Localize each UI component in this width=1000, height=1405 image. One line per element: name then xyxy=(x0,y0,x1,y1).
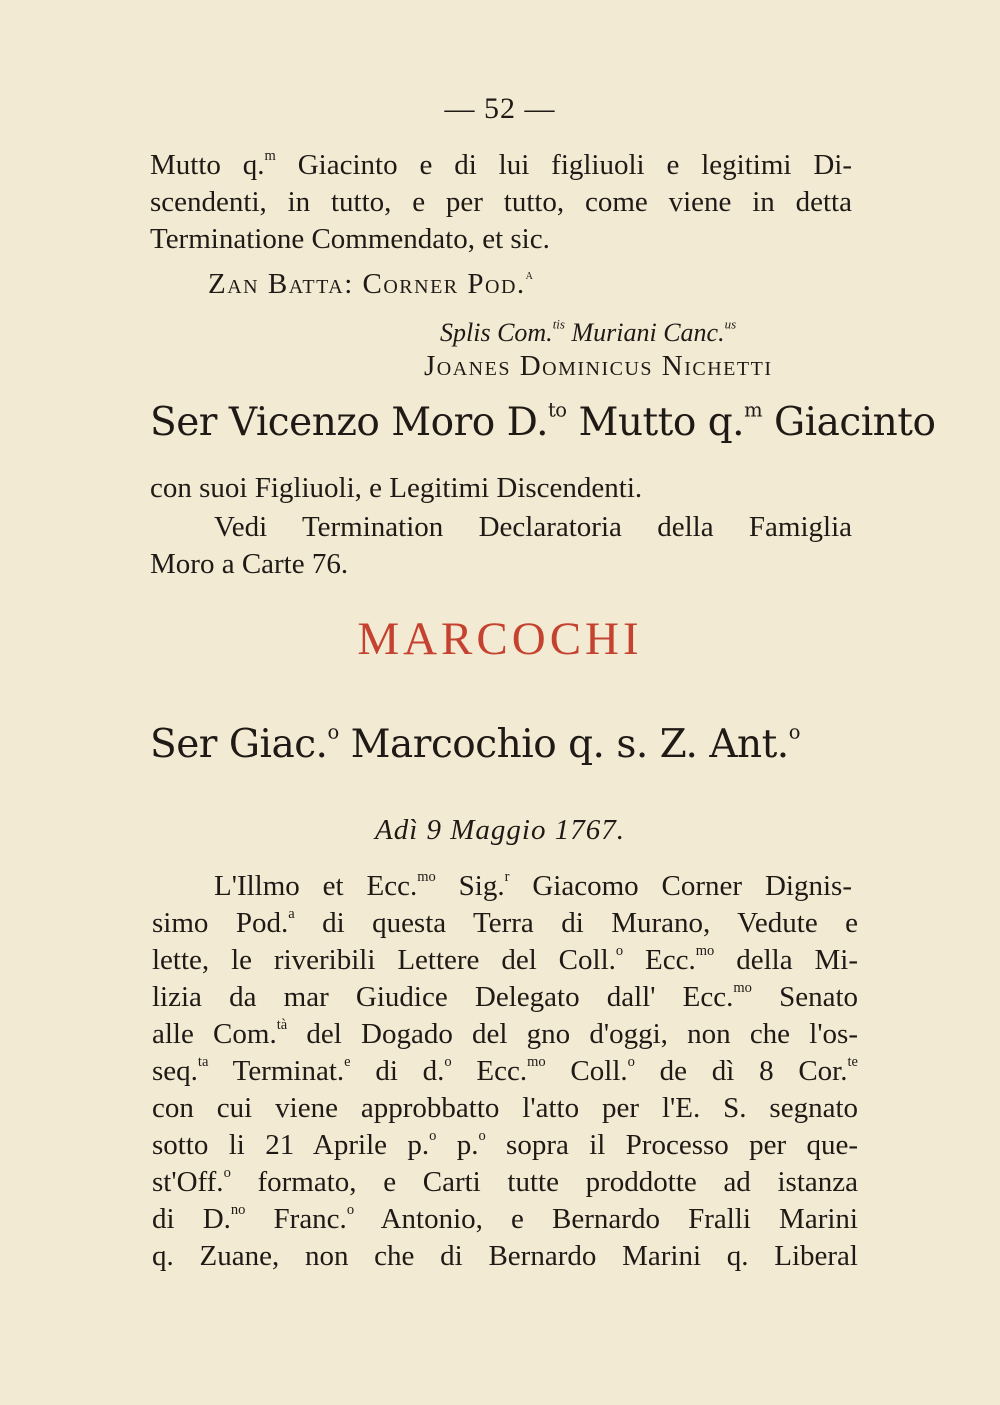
text-line: st'Off.$^o$ formato, e Carti tutte proddotte ad istanza xyxy=(152,1165,858,1198)
signature-line: Splis Com.$^{tis}$ Muriani Canc.$^{us}$ xyxy=(440,316,737,347)
text-line: con suoi Figliuoli, e Legitimi Discendenti. xyxy=(150,472,643,504)
section-title: MARCOCHI xyxy=(357,613,643,665)
signature-name: Joanes Dominicus Nichetti xyxy=(424,350,773,382)
text-line: di D.$^{no}$ Franc.$^o$ Antonio, e Bernardo Fralli Marini xyxy=(152,1202,858,1235)
text-line: alle Com.$^{tà}$ del Dogado del gno d'oggi, non che l'os- xyxy=(152,1017,858,1050)
text-line: Mutto q.$^m$ Giacinto e di lui figliuoli e legitimi Di- xyxy=(150,148,852,181)
text-line: L'Illmo et Ecc.$^{mo}$ Sig.$^r$ Giacomo Corner Dignis- xyxy=(214,869,852,902)
text-line: lizia da mar Giudice Delegato dall' Ecc.$^{mo}$ Senato xyxy=(152,980,859,1013)
entry-heading: Ser Giac.$^o$ Marcochio q. s. Z. Ant.$^o$ xyxy=(150,720,800,767)
entry-paragraph xyxy=(150,470,852,507)
decree-paragraph xyxy=(152,905,858,1275)
entry-paragraph xyxy=(150,546,852,583)
signature-line: Zan Batta: Corner Pod.$^a$ xyxy=(208,267,535,300)
text-line: scendenti, in tutto, e per tutto, come viene in detta xyxy=(150,186,852,218)
decree-paragraph-first-line xyxy=(214,868,852,905)
text-line: Vedi Termination Declaratoria della Famiglia xyxy=(214,511,852,543)
opening-paragraph xyxy=(150,147,852,258)
text-line: seq.$^{ta}$ Terminat.$^e$ di d.$^o$ Ecc.$^{mo}$ Coll.$^o$ de dì 8 Cor.$^{te}$ xyxy=(152,1054,858,1087)
text-line: con cui viene approbbatto l'atto per l'E. S. segnato xyxy=(152,1092,858,1124)
entry-heading: Ser Vicenzo Moro D.$^{to}$ Mutto q.$^m$ Giacinto xyxy=(150,398,936,445)
text-line: simo Pod.$^a$ di questa Terra di Murano, Vedute e xyxy=(152,906,859,939)
text-line: lette, le riveribili Lettere del Coll.$^o$ Ecc.$^{mo}$ della Mi- xyxy=(152,943,858,976)
text-line: Moro a Carte 76. xyxy=(150,548,349,580)
signature-chancellor xyxy=(440,314,860,351)
signature-podesta xyxy=(208,266,910,303)
text-line: q. Zuane, non che di Bernardo Marini q. Liberal xyxy=(152,1240,858,1272)
text-line: Terminatione Commendato, et sic. xyxy=(150,223,550,255)
entry-paragraph xyxy=(214,509,852,546)
page-number: — 52 — xyxy=(444,92,556,125)
text-line: sotto li 21 Aprile p.$^o$ p.$^o$ sopra il Processo per que- xyxy=(152,1128,859,1161)
dateline: Adì 9 Maggio 1767. xyxy=(375,814,625,846)
